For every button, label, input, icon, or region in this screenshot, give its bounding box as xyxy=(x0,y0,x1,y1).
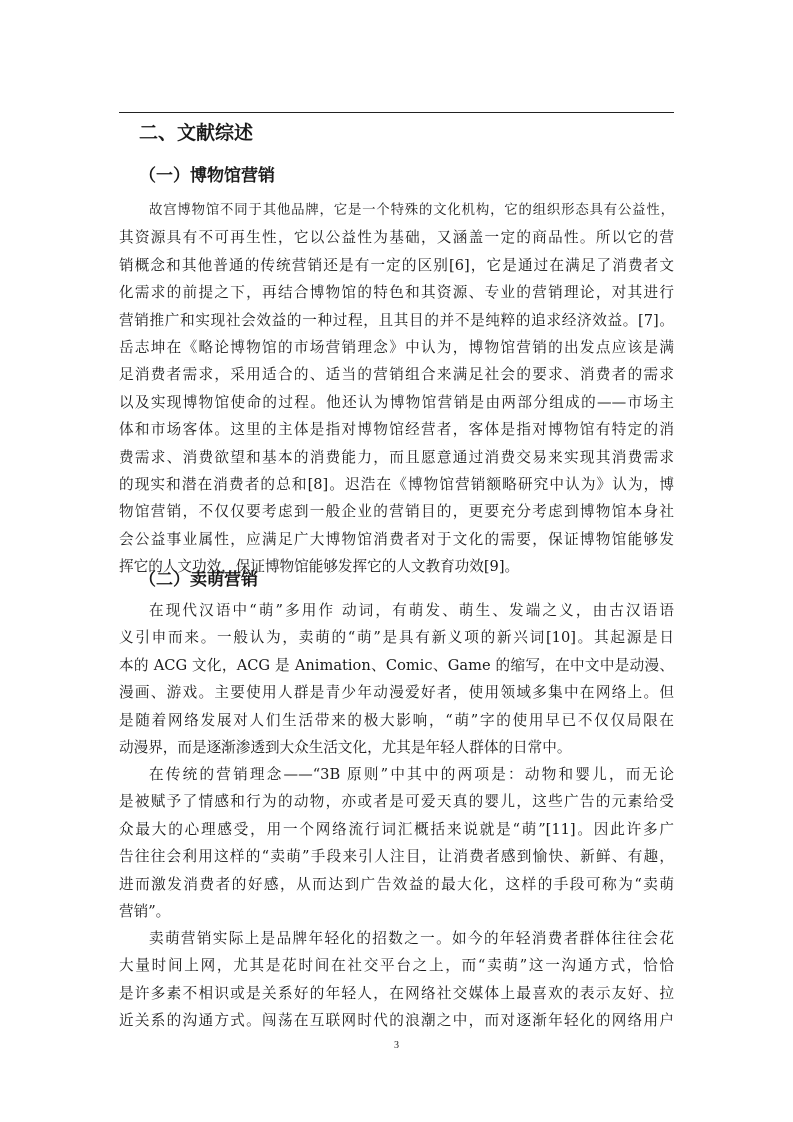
paragraph-line: 漫画、游戏。主要使用人群是青少年动漫爱好者，使用领域多集中在网络上。但 xyxy=(119,684,674,702)
paragraph-line: 体和市场客体。这里的主体是指对博物馆经营者，客体是指对博物馆有特定的消 xyxy=(119,421,674,439)
paragraph-line: 营销推广和实现社会效益的一种过程，且其目的并不是纯粹的追求经济效益。[7]。 xyxy=(119,311,674,329)
paragraph-line: 近关系的沟通方式。闯荡在互联网时代的浪潮之中，而对逐渐年轻化的网络用户 xyxy=(119,1012,674,1030)
paragraph-line: 是许多素不相识或是关系好的年轻人，在网络社交媒体上最喜欢的表示友好、拉 xyxy=(119,984,674,1002)
paragraph-line: 众最大的心理感受，用一个网络流行词汇概括来说就是“萌”[11]。因此许多广 xyxy=(119,820,674,838)
paragraph-3b-principle xyxy=(119,761,674,925)
paragraph-line: 是随着网络发展对人们生活带来的极大影响，“萌”字的使用早已不仅仅局限在 xyxy=(119,711,674,729)
section-title: 二、文献综述 xyxy=(139,122,254,144)
page-number: 3 xyxy=(394,1040,399,1051)
paragraph-line: 卖萌营销实际上是品牌年轻化的招数之一。如今的年轻消费者群体往往会花 xyxy=(149,930,674,947)
paragraph-line: 会公益事业属性，应满足广大博物馆消费者对于文化的需要，保证博物馆能够发 xyxy=(119,530,674,548)
paragraph-line: 的现实和潜在消费者的总和[8]。迟浩在《博物馆营销额略研究中认为》认为，博 xyxy=(119,475,674,493)
subsection-title-cute-marketing: （二）卖萌营销 xyxy=(139,570,258,590)
paragraph-line: 足消费者需求，采用适合的、适当的营销组合来满足社会的要求、消费者的需求 xyxy=(119,366,674,384)
header-rule xyxy=(119,112,674,113)
paragraph-line: 岳志坤在《略论博物馆的市场营销理念》中认为，博物馆营销的出发点应该是满 xyxy=(119,338,674,356)
paragraph-line: 物馆营销，不仅仅要考虑到一般企业的营销目的，更要充分考虑到博物馆本身社 xyxy=(119,503,674,521)
paragraph-line: 其资源具有不可再生性，它以公益性为基础，又涵盖一定的商品性。所以它的营 xyxy=(119,229,674,247)
paragraph-cute-definition xyxy=(119,597,674,761)
paragraph-line: 销概念和其他普通的传统营销还是有一定的区别[6]，它是通过在满足了消费者文 xyxy=(119,256,674,274)
paragraph-line: 动漫界，而是逐渐渗透到大众生活文化，尤其是年轻人群体的日常中。 xyxy=(119,738,572,756)
paragraph-line: 本的 ACG 文化，ACG 是 Animation、Comic、Game 的缩写，在中文中是动漫、 xyxy=(119,656,674,674)
paragraph-line: 在传统的营销理念——“3B 原则”中其中的两项是：动物和婴儿，而无论 xyxy=(149,766,674,783)
paragraph-line: 以及实现博物馆使命的过程。他还认为博物馆营销是由两部分组成的——市场主 xyxy=(119,393,674,411)
paragraph-line: 是被赋予了情感和行为的动物，亦或者是可爱天真的婴儿，这些广告的元素给受 xyxy=(119,793,674,811)
paragraph-line: 进而激发消费者的好感，从而达到广告效益的最大化，这样的手段可称为“卖萌 xyxy=(119,875,674,893)
paragraph-line: 挥它的人文功效，保证博物馆能够发挥它的人文教育功效[9]。 xyxy=(119,558,520,576)
paragraph-line: 费需求、消费欲望和基本的消费能力，而且愿意通过消费交易来实现其消费需求 xyxy=(119,448,674,466)
paragraph-line: 在现代汉语中“萌”多用作 动词，有萌发、萌生、发端之义，由古汉语语 xyxy=(149,602,674,619)
subsection-title-museum-marketing: （一）博物馆营销 xyxy=(139,166,275,186)
paragraph-line: 营销”。 xyxy=(119,902,171,920)
paragraph-line: 大量时间上网，尤其是花时间在社交平台之上，而“卖萌”这一沟通方式，恰恰 xyxy=(119,957,674,975)
paragraph-brand-rejuvenation xyxy=(119,925,674,1035)
paragraph-line: 故宫博物馆不同于其他品牌，它是一个特殊的文化机构，它的组织形态具有公益性， xyxy=(149,203,674,218)
paragraph-museum-marketing xyxy=(119,197,674,580)
paragraph-line: 义引申而来。一般认为，卖萌的“萌”是具有新义项的新兴词[10]。其起源是日 xyxy=(119,629,674,647)
paragraph-line: 告往往会利用这样的“卖萌”手段来引人注目，让消费者感到愉快、新鲜、有趣， xyxy=(119,848,674,866)
paragraph-line: 化需求的前提之下，再结合博物馆的特色和其资源、专业的营销理论，对其进行 xyxy=(119,284,674,302)
